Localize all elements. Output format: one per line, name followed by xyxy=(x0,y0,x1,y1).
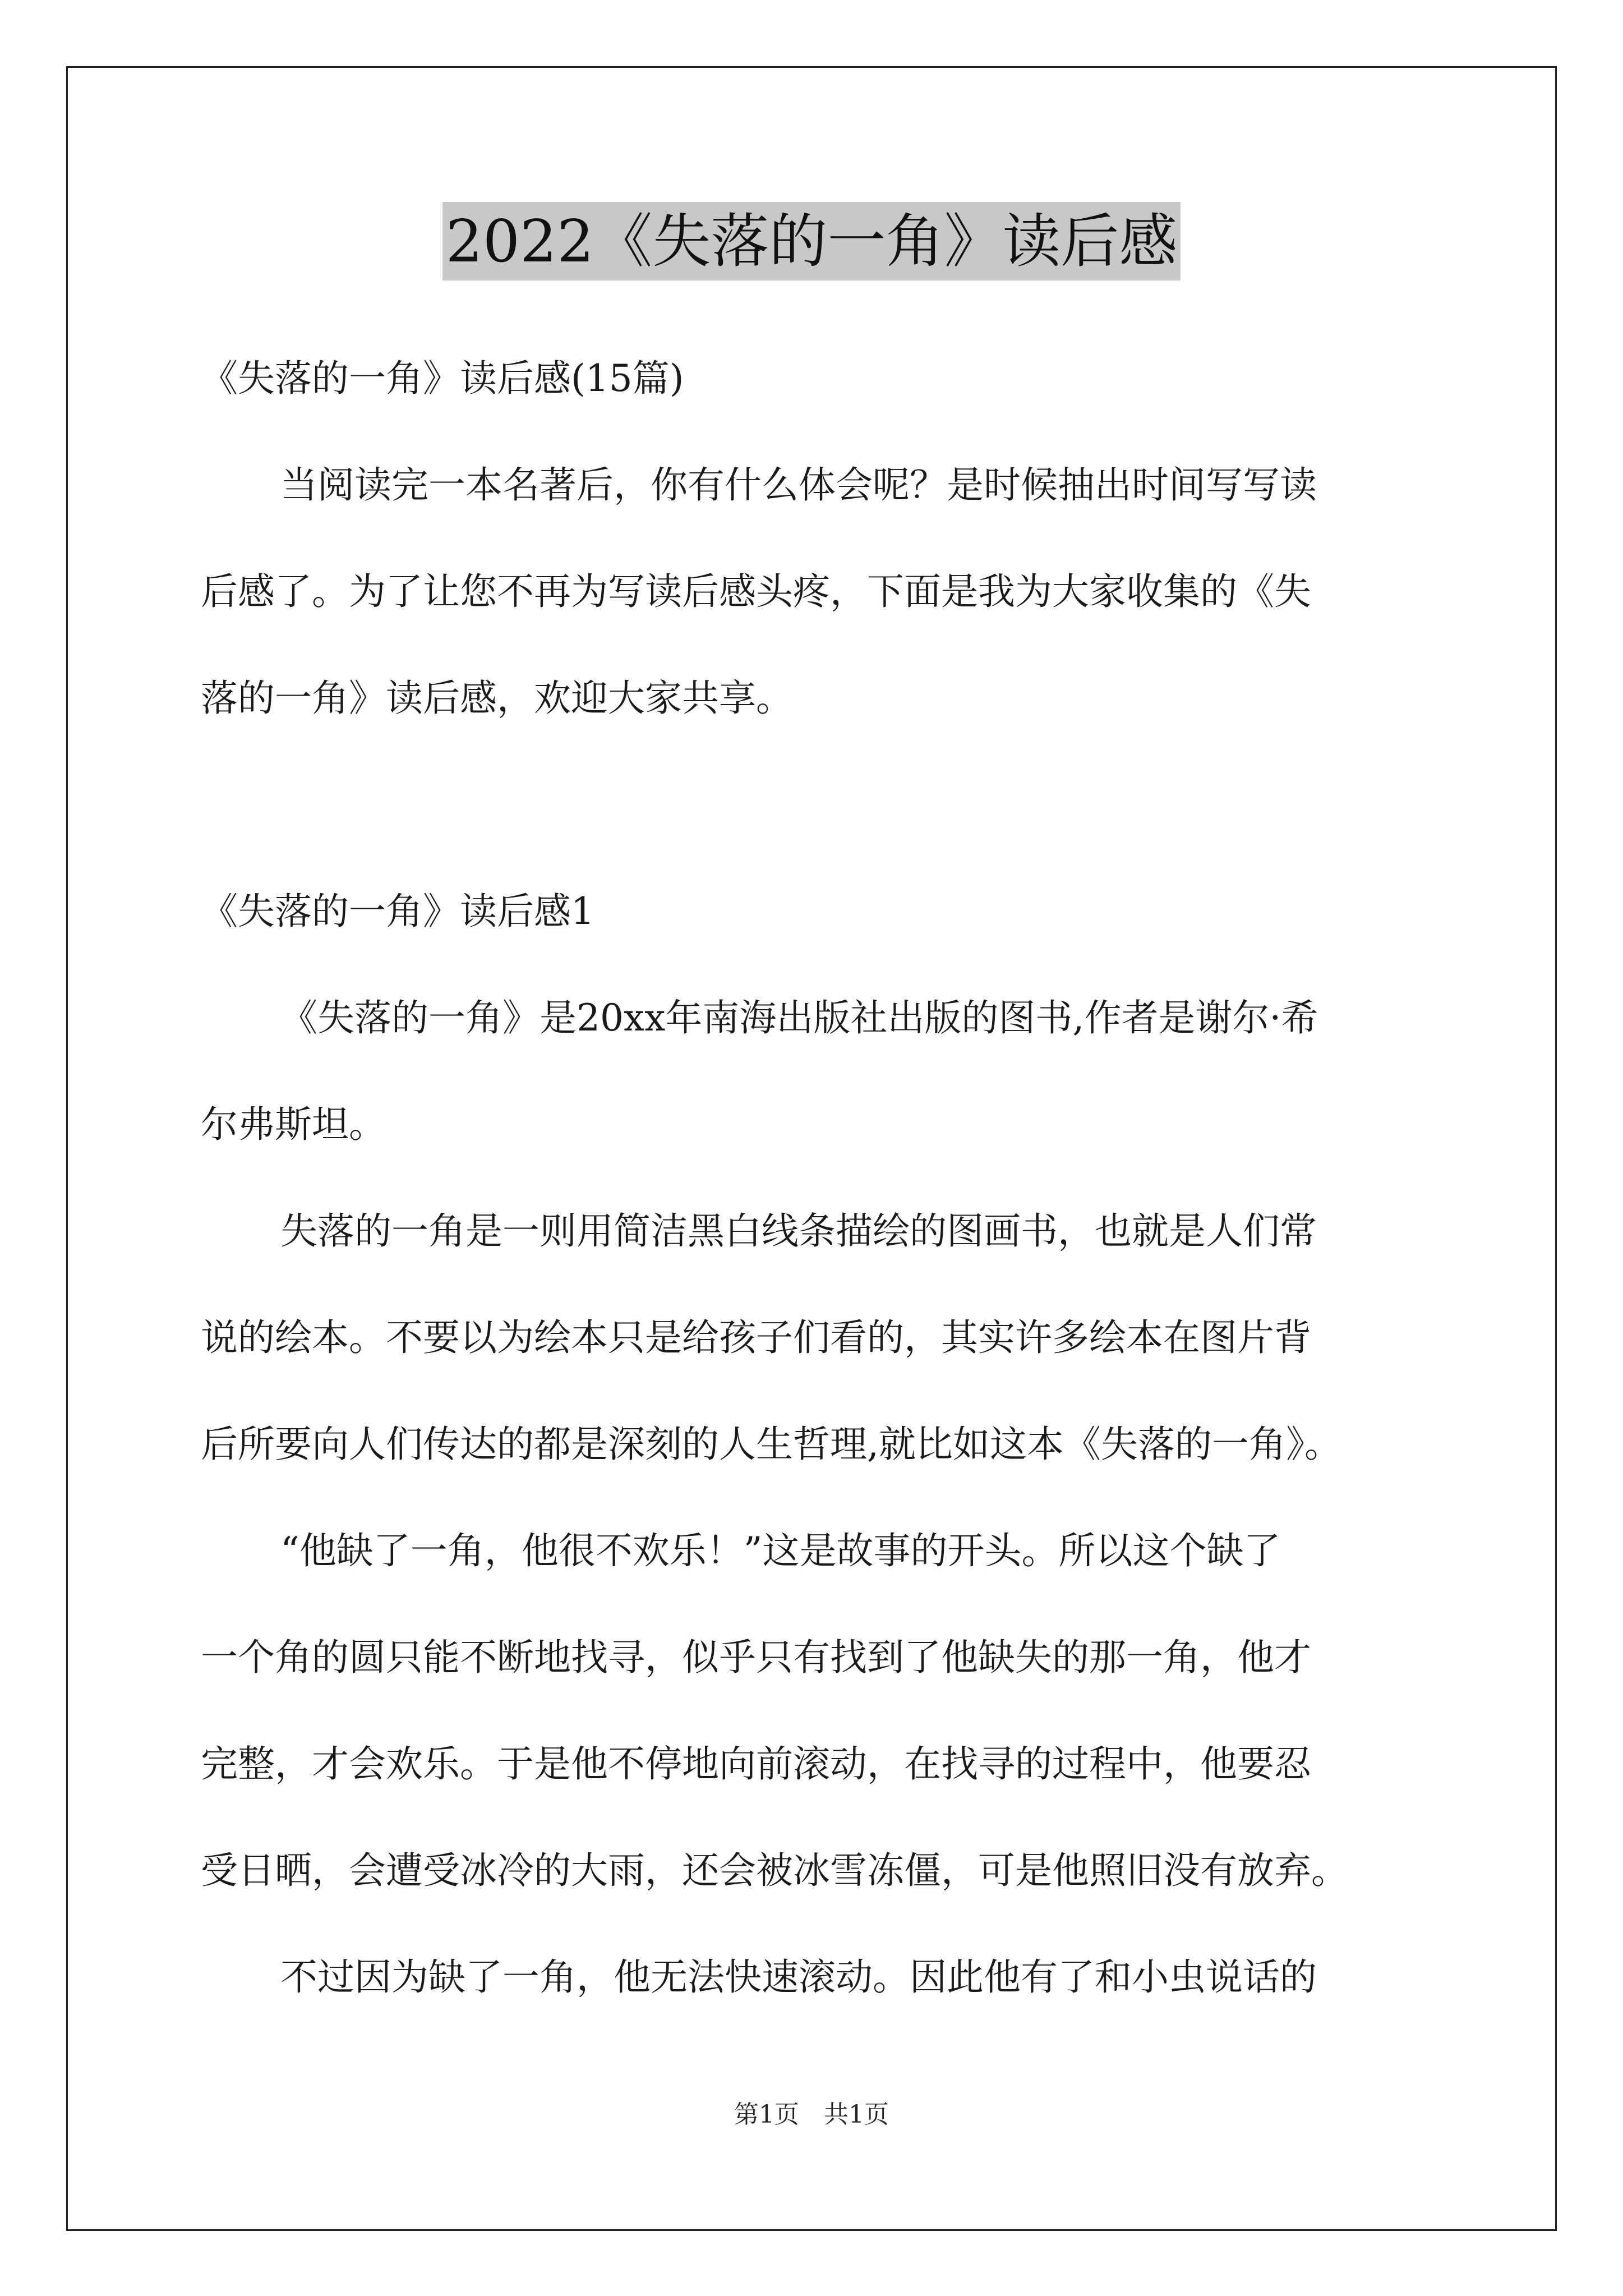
section-heading: 《失落的一角》读后感1 xyxy=(201,890,594,933)
intro-line-2: 后感了。为了让您不再为写读后感头疼，下面是我为大家收集的《失 xyxy=(201,570,1311,613)
title-wrap xyxy=(0,202,1623,280)
document-title: 2022《失落的一角》读后感 xyxy=(442,202,1181,280)
body-line-2: 尔弗斯坦。 xyxy=(201,1103,386,1146)
body-line-1: 《失落的一角》是20xx年南海出版社出版的图书,作者是谢尔·希 xyxy=(280,996,1318,1039)
body-line-10: 不过因为缺了一角，他无法快速滚动。因此他有了和小虫说话的 xyxy=(280,1955,1317,1999)
body-line-9: 受日晒，会遭受冰冷的大雨，还会被冰雪冻僵，可是他照旧没有放弃。 xyxy=(201,1849,1348,1892)
body-line-8: 完整，才会欢乐。于是他不停地向前滚动，在找寻的过程中，他要忍 xyxy=(201,1742,1311,1786)
body-line-3: 失落的一角是一则用简洁黑白线条描绘的图画书，也就是人们常 xyxy=(280,1209,1317,1253)
intro-line-1: 当阅读完一本名著后，你有什么体会呢？是时候抽出时间写写读 xyxy=(280,463,1317,507)
intro-line-3: 落的一角》读后感，欢迎大家共享。 xyxy=(201,677,793,720)
page-footer: 第1页 共1页 xyxy=(734,2100,889,2129)
body-line-5: 后所要向人们传达的都是深刻的人生哲理,就比如这本《失落的一角》。 xyxy=(201,1423,1341,1466)
body-line-6: “他缺了一角，他很不欢乐！”这是故事的开头。所以这个缺了 xyxy=(280,1529,1281,1572)
body-line-4: 说的绘本。不要以为绘本只是给孩子们看的，其实许多绘本在图片背 xyxy=(201,1316,1311,1359)
subtitle-line: 《失落的一角》读后感(15篇) xyxy=(201,357,684,400)
body-line-7: 一个角的圆只能不断地找寻，似乎只有找到了他缺失的那一角，他才 xyxy=(201,1636,1311,1679)
